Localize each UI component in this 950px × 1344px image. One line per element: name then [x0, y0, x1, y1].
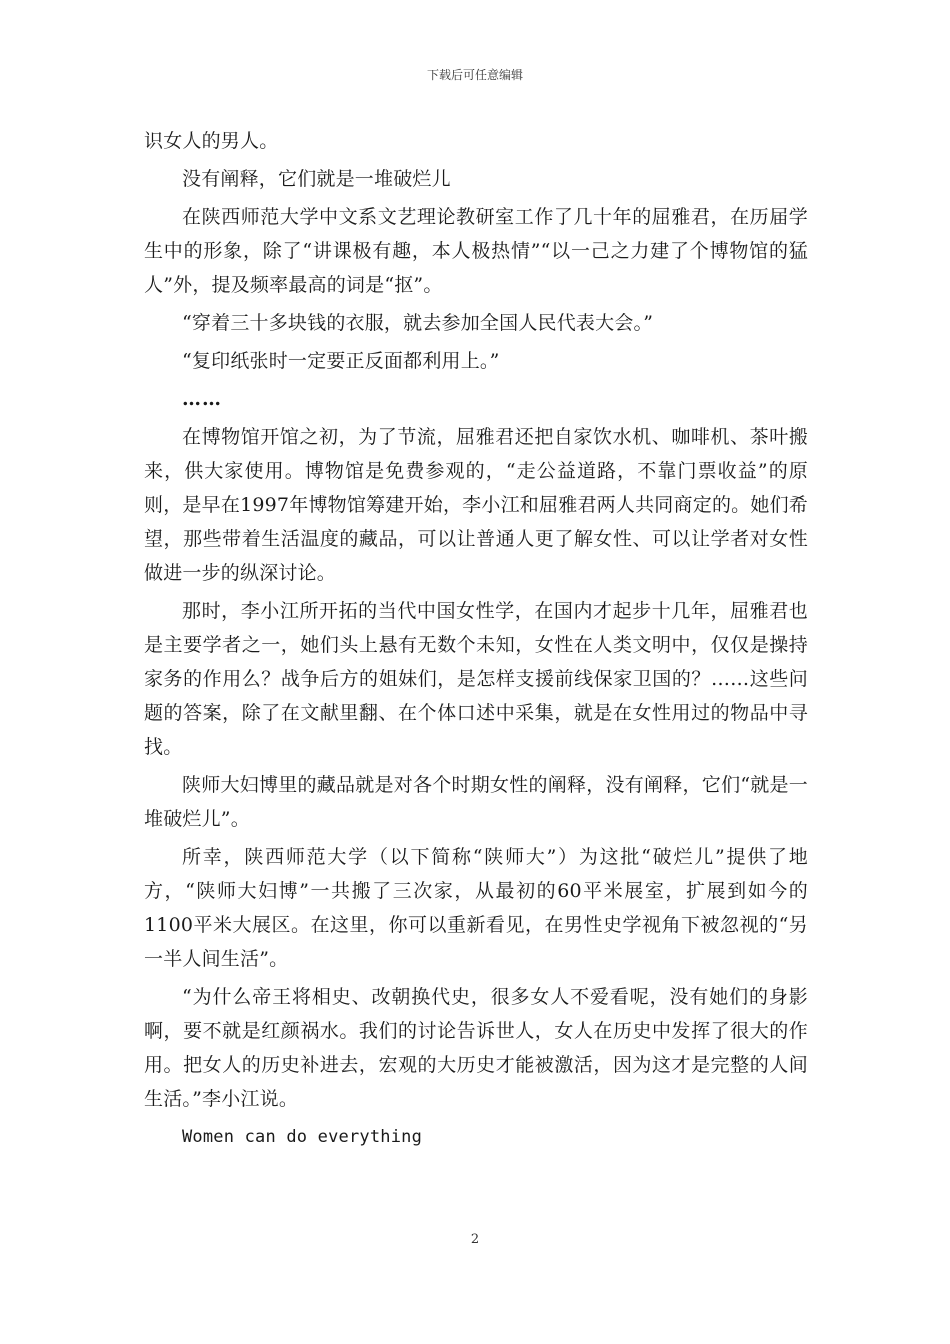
paragraph: 在博物馆开馆之初，为了节流，屈雅君还把自家饮水机、咖啡机、茶叶搬来，供大家使用。博物馆是免费参观的，“走公益道路，不靠门票收益”的原则，是早在1997年博物馆筹建开始，李小江和屈雅君两人共同商定的。她们希望，那些带着生活温度的藏品，可以让普通人更了解女性、可以让学者对女性做进一步的纵深讨论。 [144, 426, 808, 584]
section-heading: 没有阐释，它们就是一堆破烂儿 [182, 168, 451, 190]
quote-paragraph: “复印纸张时一定要正反面都利用上。” [182, 350, 500, 372]
document-body [144, 124, 808, 1158]
quote-paragraph: “穿着三十多块钱的衣服，就去参加全国人民代表大会。” [182, 312, 654, 334]
paragraph: 所幸，陕西师范大学（以下简称“陕师大”）为这批“破烂儿”提供了地方，“陕师大妇博”一共搬了三次家，从最初的60平米展室，扩展到如今的1100平米大展区。在这里，你可以重新看见，在男性史学视角下被忽视的“另一半人间生活”。 [144, 846, 808, 970]
page-number: 2 [470, 1232, 480, 1247]
section-heading: Women can do everything [182, 1127, 423, 1147]
ellipsis-paragraph: …… [182, 388, 222, 410]
paragraph: 在陕西师范大学中文系文艺理论教研室工作了几十年的屈雅君，在历届学生中的形象，除了“讲课极有趣，本人极热情”“以一己之力建了个博物馆的猛人”外，提及频率最高的词是“抠”。 [144, 206, 808, 296]
page-header-note: 下载后可任意编辑 [426, 68, 523, 82]
paragraph: 陕师大妇博里的藏品就是对各个时期女性的阐释，没有阐释，它们“就是一堆破烂儿”。 [144, 774, 808, 830]
paragraph: 那时，李小江所开拓的当代中国女性学，在国内才起步十几年，屈雅君也是主要学者之一，她们头上悬有无数个未知，女性在人类文明中，仅仅是操持家务的作用么？战争后方的姐妹们，是怎样支援前线保家卫国的？……这些问题的答案，除了在文献里翻、在个体口述中采集，就是在女性用过的物品中寻找。 [144, 600, 808, 758]
paragraph-continuation: 识女人的男人。 [144, 130, 279, 152]
quote-paragraph: “为什么帝王将相史、改朝换代史，很多女人不爱看呢，没有她们的身影啊，要不就是红颜祸水。我们的讨论告诉世人，女人在历史中发挥了很大的作用。把女人的历史补进去，宏观的大历史才能被激活，因为这才是完整的人间生活。”李小江说。 [144, 986, 808, 1110]
